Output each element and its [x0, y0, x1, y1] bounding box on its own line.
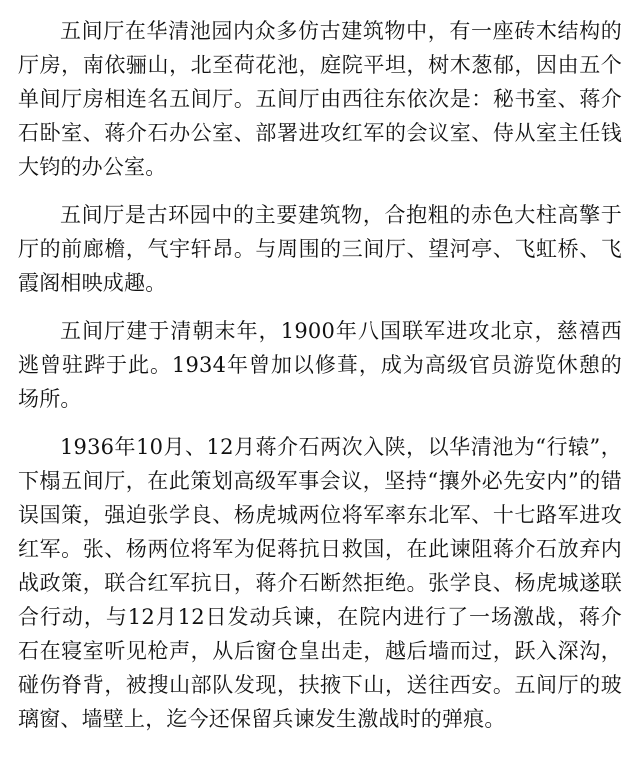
paragraph-1: 五间厅在华清池园内众多仿古建筑物中，有一座砖木结构的厅房，南依骊山，北至荷花池，庭院平坦，树木葱郁，因由五个单间厅房相连名五间厅。五间厅由西往东依次是：秘书室、蒋介石卧室、蒋介石办公室、部署进攻红军的会议室、侍从室主任钱大钧的办公室。: [18, 19, 622, 180]
paragraph-3: 五间厅建于清朝末年，1900年八国联军进攻北京，慈禧西逃曾驻跸于此。1934年曾加以修葺，成为高级官员游览休憩的场所。: [18, 319, 622, 412]
paragraph-2: 五间厅是古环园中的主要建筑物，合抱粗的赤色大柱高擎于厅的前廊檐，气宇轩昂。与周围的三间厅、望河亭、飞虹桥、飞霞阁相映成趣。: [18, 203, 622, 296]
paragraph-4: 1936年10月、12月蒋介石两次入陕，以华清池为“行辕”，下榻五间厅，在此策划高级军事会议，坚持“攘外必先安内”的错误国策，强迫张学良、杨虎城两位将军率东北军、十七路军进攻红军。张、杨两位将军为促蒋抗日救国，在此谏阻蒋介石放弃内战政策，联合红军抗日，蒋介石断然拒绝。张学良、杨虎城遂联合行动，与12月12日发动兵谏，在院内进行了一场激战，蒋介石在寝室听见枪声，从后窗仓皇出走，越后墙而过，跃入深沟，碰伤脊背，被搜山部队发现，扶掖下山，送往西安。五间厅的玻璃窗、墙壁上，迄今还保留兵谏发生激战时的弹痕。: [18, 435, 622, 732]
